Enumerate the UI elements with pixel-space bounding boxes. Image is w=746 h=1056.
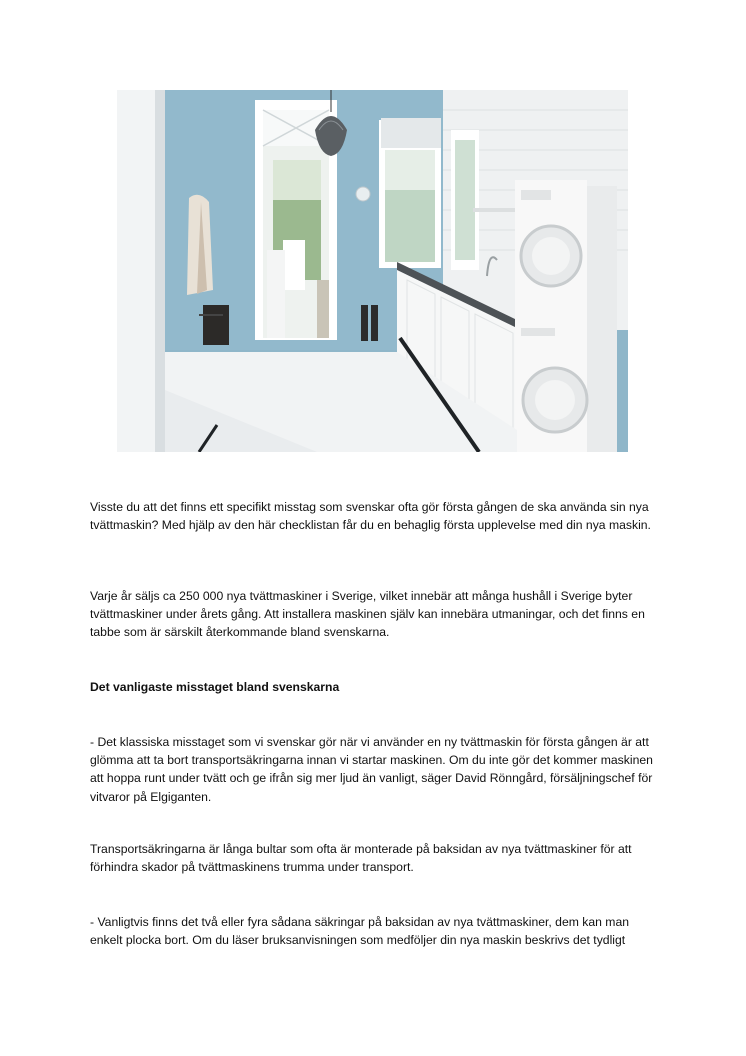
laundry-room-photo bbox=[117, 90, 628, 452]
quote-paragraph-2: - Vanligtvis finns det två eller fyra sådana säkringar på baksidan av nya tvättmaskiner, dem kan man enkelt plocka bort. Om du läser bruksanvisningen som medföljer din nya maskin beskrivs det tydligt bbox=[90, 915, 630, 948]
statistics-paragraph: Varje år säljs ca 250 000 nya tvättmaskiner i Sverige, vilket innebär att många hushåll i Sverige byter tvättmaskiner under årets gång. Att installera maskinen själv kan innebära utmaningar, och det finns en tabbe som är särskilt återkommande bland svenskarna. bbox=[90, 589, 645, 640]
transport-bolts-paragraph: Transportsäkringarna är långa bultar som ofta är monterade på baksidan av nya tvättmaskiner för att förhindra skador på tvättmaskinens trumma under transport. bbox=[90, 842, 632, 875]
section-heading: Det vanligaste misstaget bland svenskarna bbox=[90, 680, 340, 694]
quote-paragraph-1: - Det klassiska misstaget som vi svenskar gör när vi använder en ny tvättmaskin för första gången är att glömma att ta bort transportsäkringarna innan vi startar maskinen. Om du inte gör det kommer maskinen att hoppa runt under tvätt och ge ifrån sig mer ljud än vanligt, säger David Rönngård, försäljningschef för vitvaror på Elgiganten. bbox=[90, 735, 653, 804]
intro-paragraph: Visste du att det finns ett specifikt misstag som svenskar ofta gör första gången de ska använda sin nya tvättmaskin? Med hjälp av den här checklistan får du en behaglig första upplevelse med din nya maskin. bbox=[90, 500, 651, 533]
